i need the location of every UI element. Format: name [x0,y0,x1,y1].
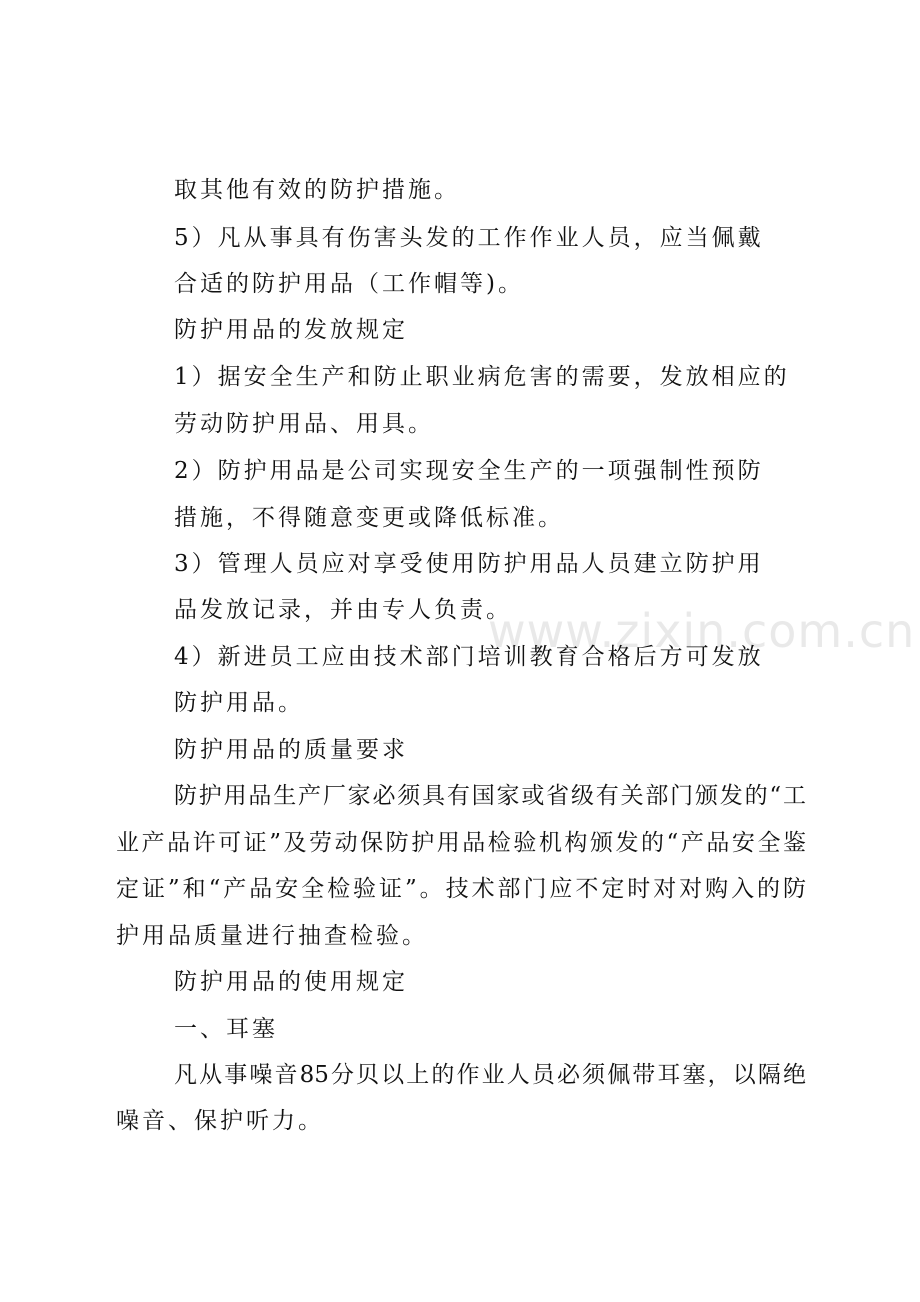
paragraph-line: 凡从事噪音85分贝以上的作业人员必须佩带耳塞，以隔绝 [174,1062,806,1088]
text-line: 防护用品。 [174,690,304,716]
text-line: 取其他有效的防护措施。 [174,177,460,203]
paragraph-line: 业产品许可证”及劳动保防护用品检验机构颁发的“产品安全鉴 [116,830,806,856]
text-line: 3）管理人员应对享受使用防护用品人员建立防护用 [174,551,764,577]
subsection-heading: 一、耳塞 [174,1016,278,1042]
watermark: www.zixin.com.cn [488,604,916,658]
paragraph-line: 噪音、保护听力。 [116,1108,324,1134]
section-heading: 防护用品的使用规定 [174,969,408,995]
section-heading: 防护用品的质量要求 [174,737,408,763]
text-line: 5）凡从事具有伤害头发的工作作业人员，应当佩戴 [174,225,764,251]
paragraph-line: 护用品质量进行抽查检验。 [116,923,428,949]
text-line: 劳动防护用品、用具。 [174,411,434,437]
text-line: 2）防护用品是公司实现安全生产的一项强制性预防 [174,458,764,484]
section-heading: 防护用品的发放规定 [174,317,408,343]
text-line: 品发放记录，并由专人负责。 [174,597,512,623]
text-line: 合适的防护用品（工作帽等)。 [174,271,524,297]
text-line: 4）新进员工应由技术部门培训教育合格后方可发放 [174,644,764,670]
text-line: 1）据安全生产和防止职业病危害的需要，发放相应的 [174,364,790,390]
paragraph-line: 定证”和“产品安全检验证”。技术部门应不定时对对购入的防 [116,876,806,902]
text-line: 措施，不得随意变更或降低标准。 [174,505,564,531]
paragraph-line: 防护用品生产厂家必须具有国家或省级有关部门颁发的“工 [174,783,806,809]
